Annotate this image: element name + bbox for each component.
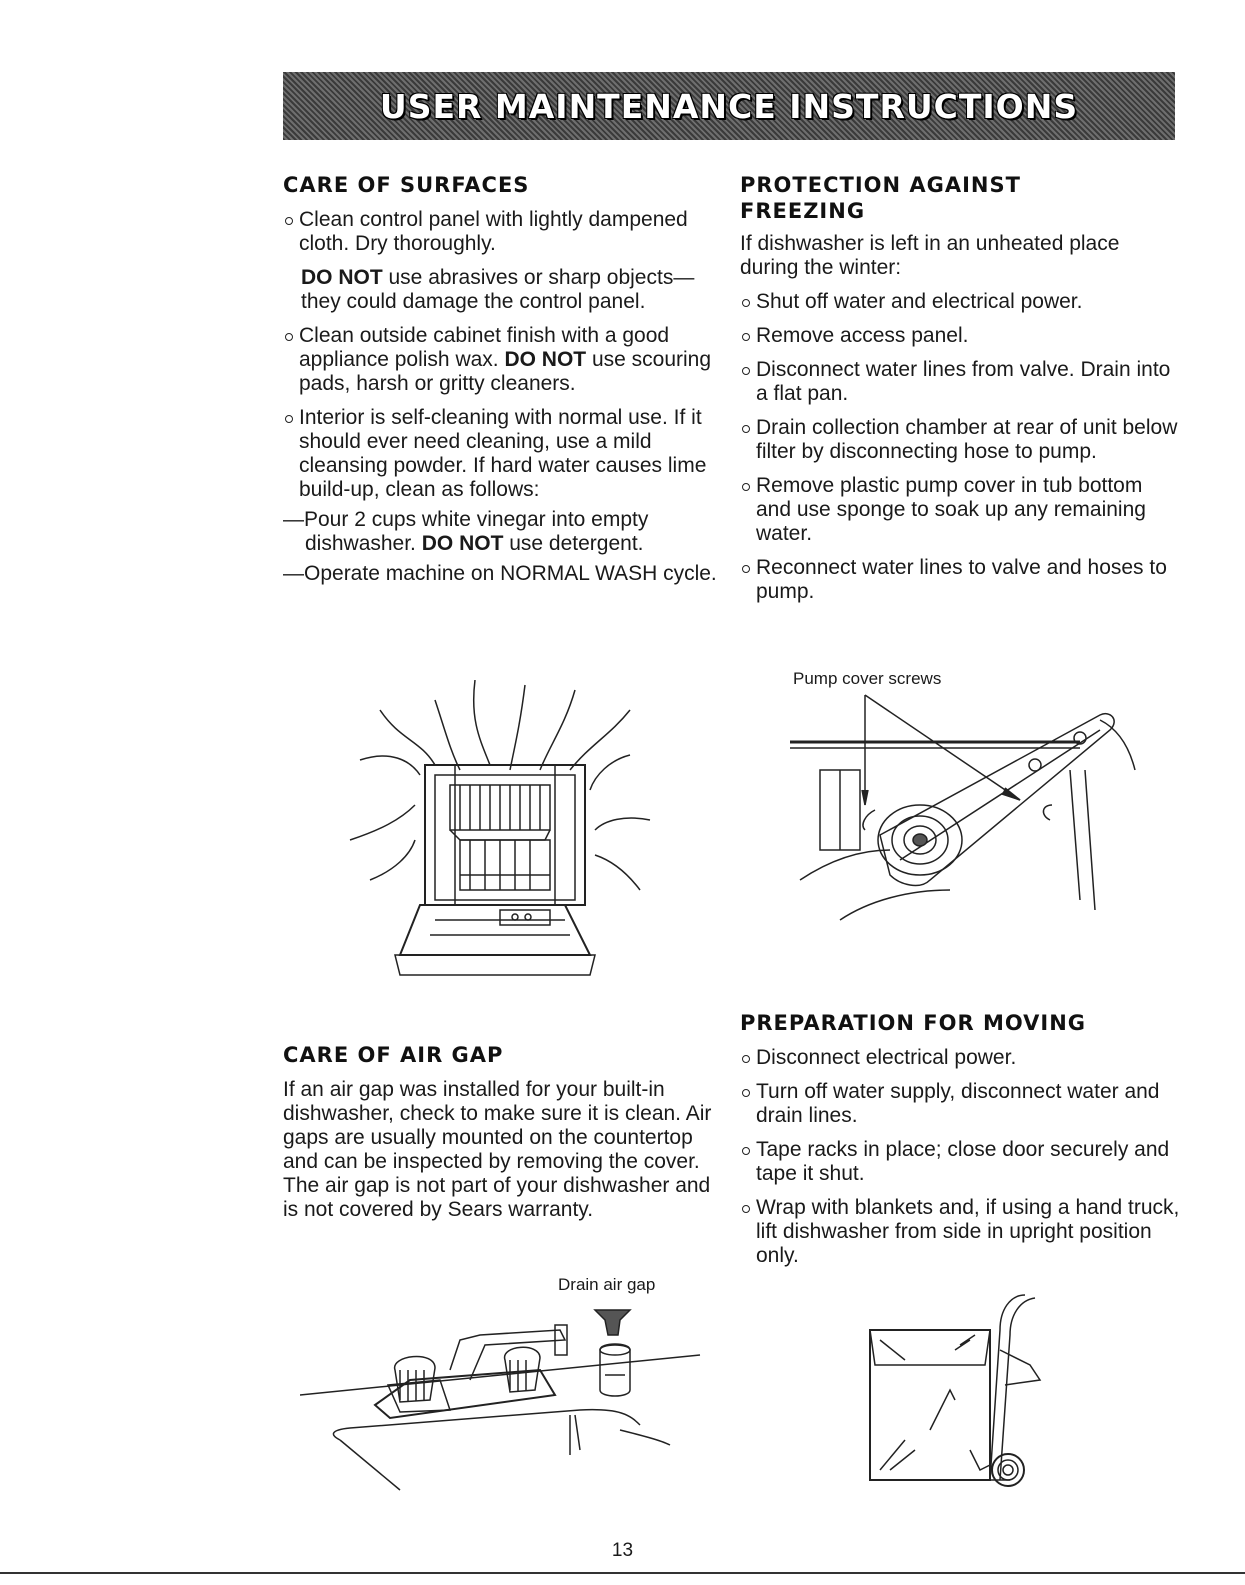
step-item — [283, 508, 723, 556]
do-not-label: DO NOT — [504, 348, 587, 371]
list-item: Tape racks in place; close door securely and tape it shut. — [740, 1138, 1180, 1186]
list-item: Interior is self-cleaning with normal use. If it should ever need cleaning, use a mild cleansing powder. If hard water causes lime build-up, clean as follows: — [283, 406, 723, 502]
air-gap-heading: CARE OF AIR GAP — [283, 1043, 504, 1067]
list-item: Shut off water and electrical power. — [740, 290, 1180, 314]
list-item: Clean control panel with lightly dampened cloth. Dry thoroughly. — [283, 208, 723, 256]
care-of-surfaces-heading: CARE OF SURFACES — [283, 173, 530, 197]
list-item-text: Clean outside cabinet finish with a good appliance polish wax. — [299, 324, 670, 371]
bottom-rule — [0, 1572, 1245, 1574]
care-of-air-gap-section — [283, 1042, 723, 1222]
do-not-label: DO NOT — [421, 532, 504, 555]
pump-cover-illustration — [780, 690, 1160, 930]
list-item: Drain collection chamber at rear of unit below filter by disconnecting hose to pump. — [740, 416, 1180, 464]
section-banner — [283, 72, 1175, 140]
caution-note-text: use abrasives or sharp objects—they could damage the control panel. — [301, 266, 695, 313]
step-text: —Pour 2 cups white vinegar into empty dishwasher. — [283, 508, 649, 555]
caution-note — [283, 266, 723, 314]
list-item: Reconnect water lines to valve and hoses to pump. — [740, 556, 1180, 604]
step-item: —Operate machine on NORMAL WASH cycle. — [283, 562, 717, 585]
list-item — [283, 324, 723, 396]
step-text: use detergent. — [503, 532, 644, 555]
freezing-heading-line2: FREEZING — [740, 199, 866, 223]
list-item: Wrap with blankets and, if using a hand truck, lift dishwasher from side in upright position only. — [740, 1196, 1180, 1268]
list-item: Disconnect water lines from valve. Drain into a flat pan. — [740, 358, 1180, 406]
page-number: 13 — [611, 1540, 634, 1561]
list-item: Disconnect electrical power. — [740, 1046, 1180, 1070]
moving-heading: PREPARATION FOR MOVING — [740, 1011, 1087, 1035]
freezing-heading-line1: PROTECTION AGAINST — [740, 173, 1021, 197]
list-item: Remove plastic pump cover in tub bottom and use sponge to soak up any remaining water. — [740, 474, 1180, 546]
list-item: Remove access panel. — [740, 324, 1180, 348]
pump-cover-screws-caption: Pump cover screws — [793, 669, 942, 688]
banner-title: USER MAINTENANCE INSTRUCTIONS — [379, 86, 1079, 126]
faucet-air-gap-illustration — [300, 1300, 710, 1500]
do-not-label: DO NOT — [301, 266, 383, 289]
drain-air-gap-caption: Drain air gap — [558, 1275, 656, 1294]
hand-truck-illustration — [860, 1290, 1060, 1500]
air-gap-body: If an air gap was installed for your built-in dishwasher, check to make sure it is clean. Air gaps are usually mounted on the countertop and can be inspected by removing the cover. The air gap is not part of your dishwasher and is not covered by Sears warranty. — [283, 1078, 712, 1221]
clean-dishwasher-illustration — [340, 680, 690, 980]
care-of-surfaces-section — [283, 172, 723, 586]
protection-against-freezing-section — [740, 172, 1180, 604]
list-item: Turn off water supply, disconnect water and drain lines. — [740, 1080, 1180, 1128]
list-item-text: use scouring pads, harsh or gritty cleaners. — [299, 348, 712, 395]
preparation-for-moving-section — [740, 1010, 1180, 1268]
freezing-intro: If dishwasher is left in an unheated place during the winter: — [740, 232, 1120, 279]
